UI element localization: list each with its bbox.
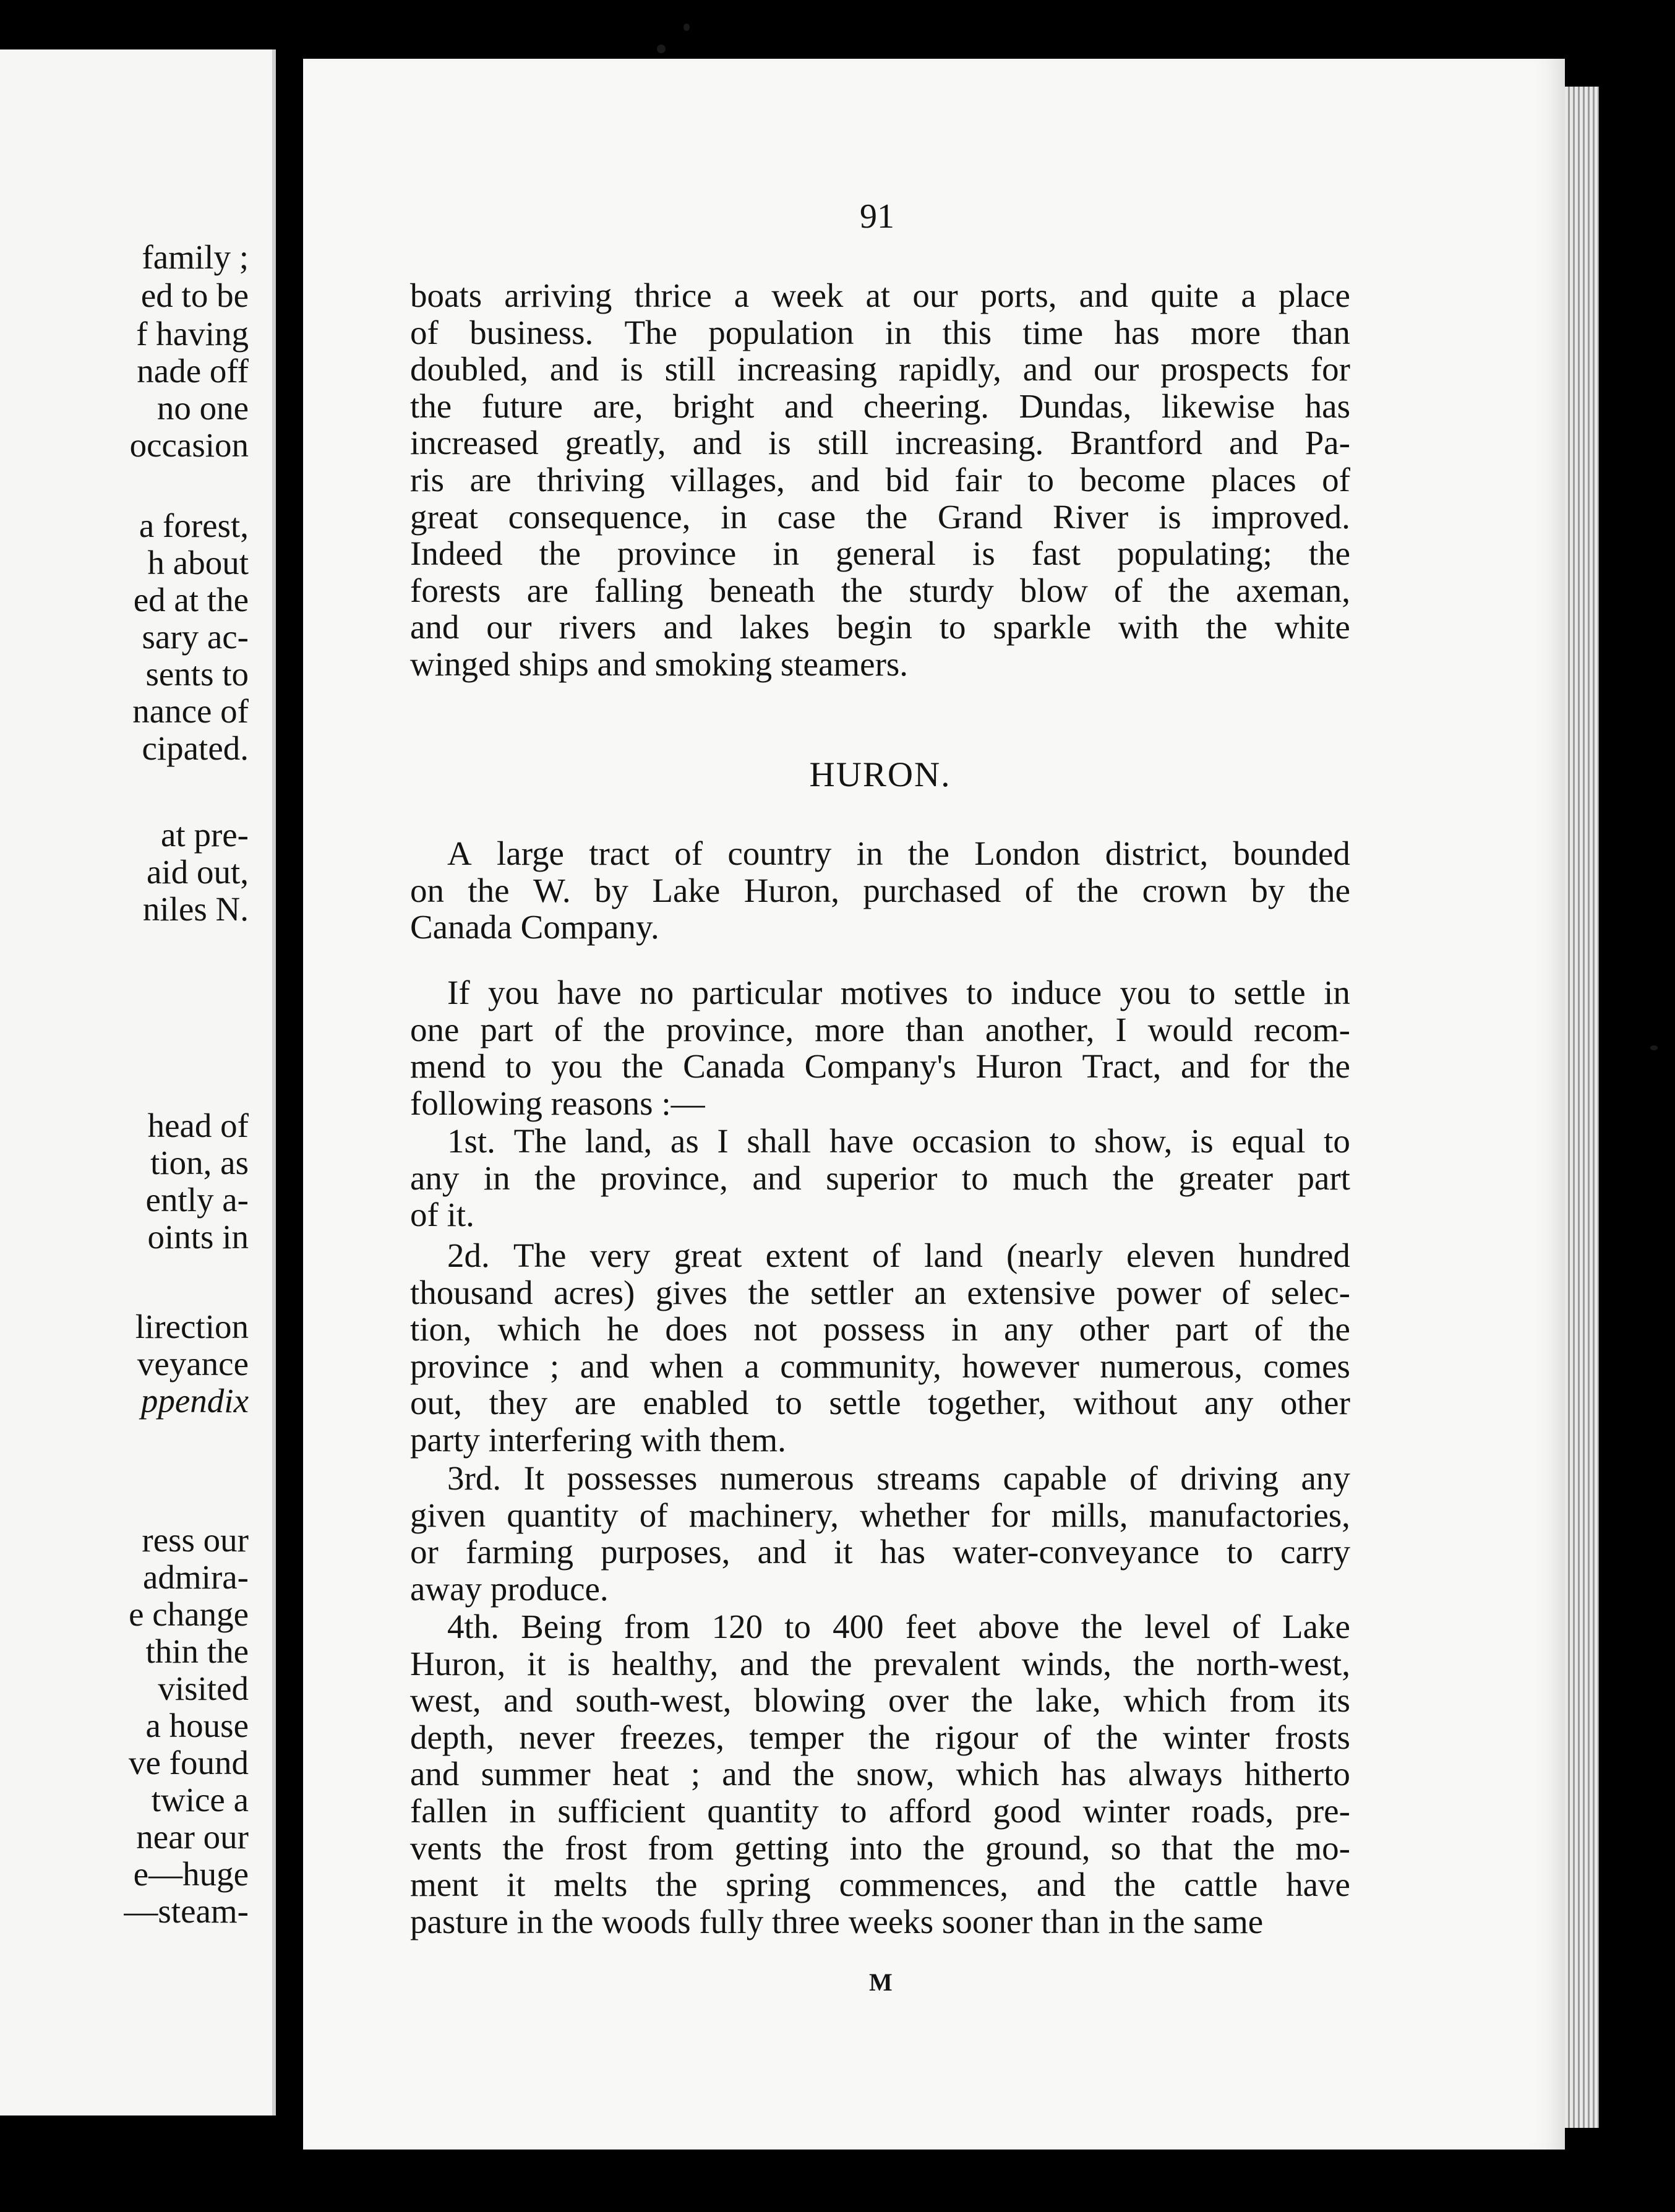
text-line: the future are, bright and cheering. Dundas, likewise has — [410, 387, 1350, 425]
signature-mark: M — [869, 1968, 893, 1996]
text-line: party interfering with them. — [410, 1421, 786, 1459]
text-line: ris are thriving villages, and bid fair to become places of — [410, 461, 1350, 499]
left-page-line: e change — [129, 1595, 249, 1633]
text-line: winged ships and smoking steamers. — [410, 645, 909, 683]
left-page-line: nance of — [132, 692, 249, 730]
speck — [657, 45, 666, 53]
left-page-line: —steam- — [124, 1892, 249, 1930]
left-page-line: ently a- — [145, 1181, 249, 1219]
text-line: forests are falling beneath the sturdy blow of the axeman, — [410, 571, 1350, 609]
text-line: of business. The population in this time has more than — [410, 313, 1350, 351]
text-line: of it. — [410, 1196, 474, 1234]
left-page-line: cipated. — [142, 729, 249, 767]
text-line: any in the province, and superior to much the greater part — [410, 1159, 1350, 1197]
text-line: ment it melts the spring commences, and the cattle have — [410, 1866, 1350, 1904]
text-line: given quantity of machinery, whether for mills, manufactories, — [410, 1496, 1350, 1534]
left-page-line: ed to be — [140, 276, 249, 314]
left-page-line: veyance — [137, 1345, 249, 1382]
left-page-line: niles N. — [142, 890, 249, 928]
text-line: mend to you the Canada Company's Huron Tract, and for the — [410, 1047, 1350, 1086]
left-page-line: a house — [145, 1707, 249, 1744]
left-page-line: occasion — [129, 426, 249, 464]
left-page-line: e—huge — [133, 1855, 249, 1893]
text-line: A large tract of country in the London district, bounded — [447, 834, 1350, 872]
text-line: 2d. The very great extent of land (nearly eleven hundred — [447, 1237, 1350, 1274]
text-line: Indeed the province in general is fast populating; the — [410, 534, 1350, 573]
text-line: 3rd. It possesses numerous streams capable of driving any — [447, 1459, 1350, 1497]
left-page-line: ress our — [142, 1521, 249, 1559]
left-page-line: ed at the — [133, 581, 249, 619]
text-line: following reasons :— — [410, 1084, 705, 1122]
text-line: on the W. by Lake Huron, purchased of the crown by the — [410, 871, 1350, 909]
text-line: out, they are enabled to settle together, without any other — [410, 1384, 1350, 1422]
text-line: boats arriving thrice a week at our ports, and quite a place — [410, 276, 1350, 314]
text-line: and our rivers and lakes begin to sparkle with the white — [410, 608, 1350, 646]
text-line: 1st. The land, as I shall have occasion to show, is equal to — [447, 1122, 1350, 1160]
text-line: vents the frost from getting into the ground, so that the mo- — [410, 1828, 1350, 1867]
left-page-line: ppendix — [140, 1382, 249, 1420]
text-line: or farming purposes, and it has water-conveyance to carry — [410, 1533, 1350, 1571]
section-heading: HURON. — [809, 755, 951, 794]
text-line: increased greatly, and is still increasing. Brantford and Pa- — [410, 424, 1350, 462]
left-page-line: oints in — [147, 1218, 249, 1256]
left-page-line: a forest, — [139, 507, 249, 544]
left-page-line: twice a — [151, 1781, 249, 1819]
text-line: province ; and when a community, however numerous, comes — [410, 1347, 1350, 1385]
text-line: 4th. Being from 120 to 400 feet above the level of Lake — [447, 1608, 1350, 1645]
left-page-line: near our — [136, 1818, 249, 1856]
speck — [683, 24, 690, 31]
text-line: depth, never freezes, temper the rigour of the winter frosts — [410, 1718, 1350, 1756]
left-page-line: nade off — [137, 352, 249, 390]
left-page-line: ve found — [129, 1744, 249, 1781]
text-line: pasture in the woods fully three weeks sooner than in the same — [410, 1902, 1264, 1940]
left-page-line: tion, as — [150, 1144, 249, 1181]
text-line: great consequence, in case the Grand River is improved. — [410, 497, 1350, 536]
text-line: west, and south-west, blowing over the lake, which from its — [410, 1681, 1350, 1720]
left-page-line: aid out, — [147, 853, 249, 891]
left-page-line: family ; — [142, 238, 249, 276]
left-page-line: thin the — [145, 1632, 249, 1670]
page-number: 91 — [860, 197, 894, 236]
left-page-line: lirection — [135, 1308, 249, 1345]
text-line: If you have no particular motives to induce you to settle in — [447, 974, 1350, 1011]
left-page-line: sents to — [145, 655, 249, 693]
text-line: tion, which he does not possess in any other part of the — [410, 1310, 1350, 1348]
left-page-line: sary ac- — [142, 618, 249, 656]
text-line: one part of the province, more than another, I would recom- — [410, 1010, 1350, 1048]
left-page — [0, 49, 276, 2116]
text-line: doubled, and is still increasing rapidly, and our prospects for — [410, 350, 1350, 388]
text-line: away produce. — [410, 1569, 609, 1608]
left-page-line: h about — [147, 544, 249, 581]
text-line: fallen in sufficient quantity to afford good winter roads, pre- — [410, 1792, 1350, 1830]
speck — [1650, 1045, 1658, 1050]
left-page-line: head of — [147, 1107, 249, 1144]
left-page-line: admira- — [142, 1558, 249, 1596]
left-page-line: f having — [136, 315, 249, 353]
text-line: Huron, it is healthy, and the prevalent winds, the north-west, — [410, 1644, 1350, 1683]
text-line: Canada Company. — [410, 908, 659, 946]
text-line: and summer heat ; and the snow, which has always hitherto — [410, 1755, 1350, 1793]
left-page-line: at pre- — [161, 816, 249, 854]
text-line: thousand acres) gives the settler an extensive power of selec- — [410, 1273, 1350, 1311]
left-page-line: no one — [156, 389, 249, 427]
page-edge — [1565, 87, 1599, 2128]
left-page-line: visited — [158, 1670, 249, 1707]
